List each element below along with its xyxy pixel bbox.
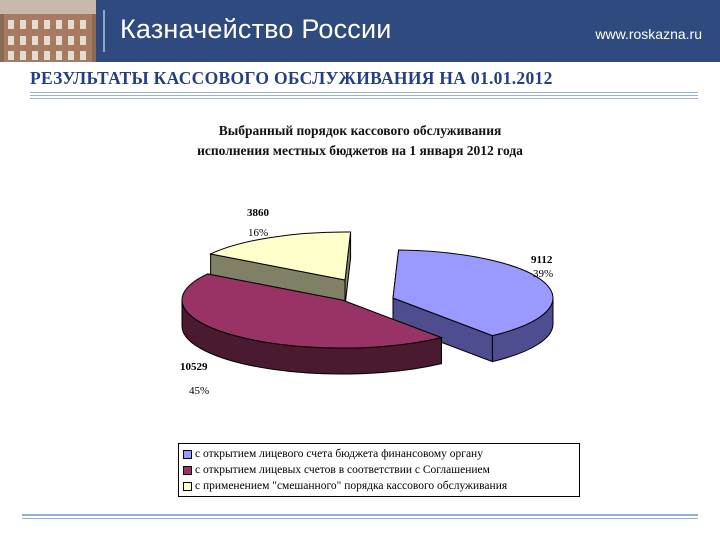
footer-rule: [22, 518, 698, 519]
chart-legend: [178, 443, 580, 497]
legend-item: [183, 478, 575, 494]
legend-swatch: [183, 482, 192, 491]
slice-percent-label: 39%: [533, 268, 554, 280]
legend-swatch: [183, 466, 192, 475]
slice-percent-label: 16%: [248, 227, 269, 239]
legend-item: [183, 462, 575, 478]
legend-label: с применением "смешанного" порядка кассового обслуживания: [195, 480, 508, 492]
chart-title-line: Выбранный порядок кассового обслуживания: [218, 123, 502, 138]
slice-percent-label: 45%: [189, 385, 210, 397]
slice-value-label: 10529: [180, 361, 208, 373]
chart-title-line: исполнения местных бюджетов на 1 января 2012 года: [197, 143, 523, 158]
site-url[interactable]: www.roskazna.ru: [595, 26, 702, 42]
legend-item: [183, 446, 575, 462]
slice-value-label: 9112: [531, 254, 553, 266]
page-heading: РЕЗУЛЬТАТЫ КАССОВОГО ОБСЛУЖИВАНИЯ НА 01.01.2012: [30, 68, 553, 88]
app-title: Казначейство России: [120, 14, 392, 44]
legend-label: с открытием лицевого счета бюджета финансовому органу: [195, 448, 483, 460]
footer-rule: [22, 514, 698, 516]
legend-label: с открытием лицевых счетов в соответствии с Соглашением: [195, 464, 490, 476]
slice-value-label: 3860: [247, 207, 269, 219]
legend-swatch: [183, 450, 192, 459]
